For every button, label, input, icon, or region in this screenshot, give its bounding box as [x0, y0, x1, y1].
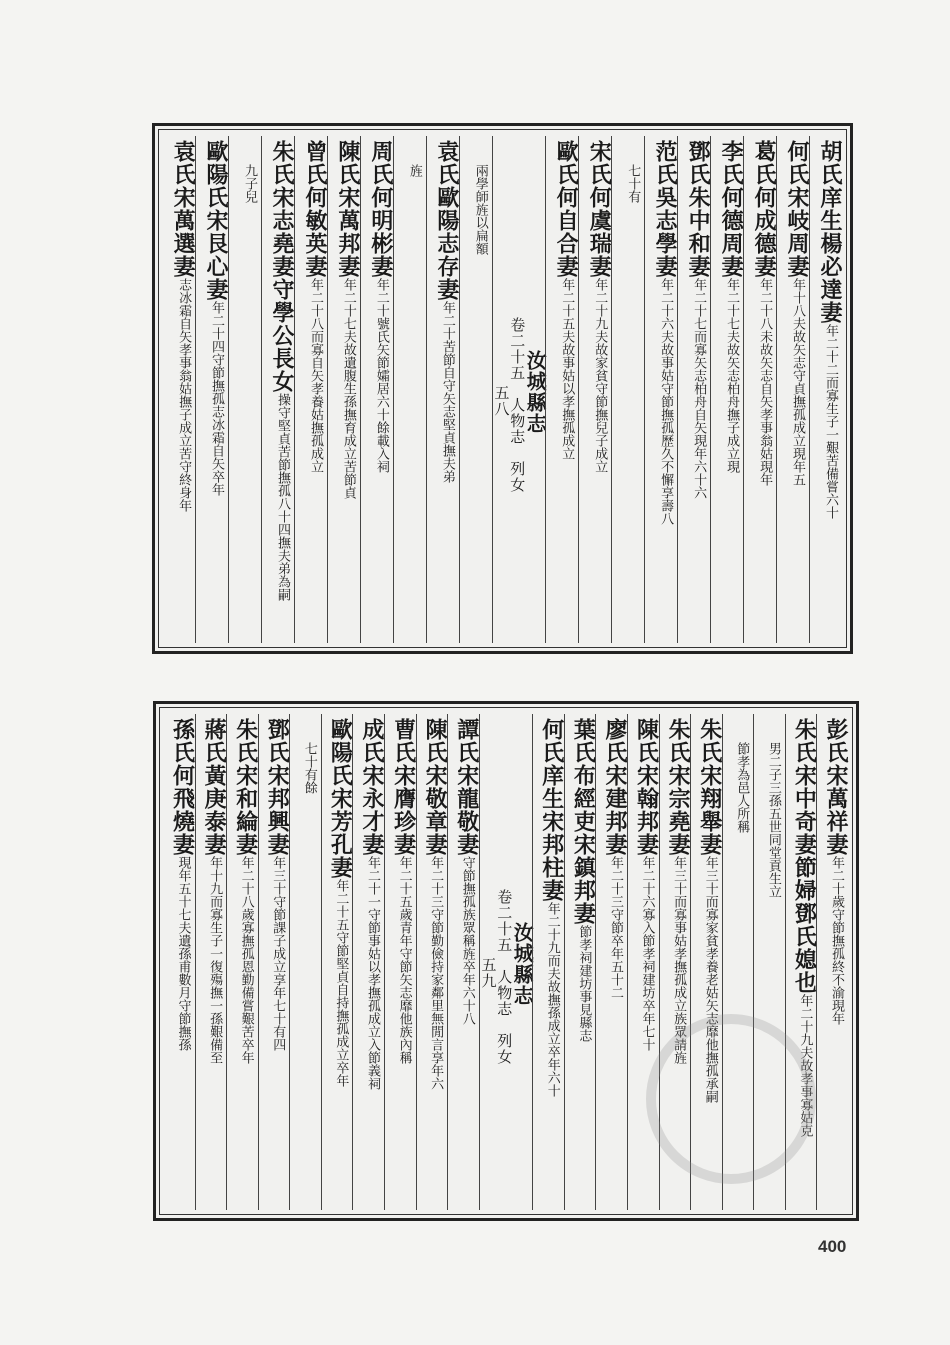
text-column: 何氏宋岐周妻年十八夫故矢志守貞撫孤成立現年五: [776, 136, 809, 643]
page-number: 400: [818, 1237, 847, 1256]
text-column: 朱氏宋志堯妻守學公長女操守堅貞苦節撫孤八十四撫夫弟為嗣: [261, 136, 294, 643]
bottom-page-columns: [164, 714, 848, 1210]
text-column: 陳氏宋萬邦妻年二十七夫故遺腹生孫撫育成立苦節貞: [327, 136, 360, 643]
text-column: 廖氏宋建邦妻年二十三守節卒年五十二: [595, 714, 627, 1210]
text-column: 兩學師旌以扁額: [459, 136, 492, 643]
text-column: 成氏宋永才妻年二十一守節事姑以孝撫孤成立入節義祠: [352, 714, 384, 1210]
text-column: 朱氏宋和綸妻年二十八歲寡撫孤恩勤備嘗艱苦卒年: [226, 714, 258, 1210]
text-column: 葛氏何成德妻年二十八未故矢志自矢孝事翁姑現年: [743, 136, 776, 643]
text-column: 孫氏何飛燒妻現年五十七夫遺孫甫數月守節撫孫: [169, 718, 196, 1051]
text-column: 九子兒: [228, 136, 261, 643]
chapter-heading: 卷二十五 人物志 列女: [508, 316, 527, 493]
text-column: 袁氏歐陽志存妻年二十苦節自守矢志堅貞撫夫弟: [426, 136, 459, 643]
text-column: 朱氏宋翔舉妻年三十而寡家貧孝養老姑矢志靡他撫孤承嗣: [690, 714, 722, 1210]
book-title-column: [479, 714, 533, 1210]
text-column: 彭氏宋萬祥妻年二十歲守節撫孤終不渝現年: [816, 714, 848, 1210]
text-column: 朱氏宋宗堯妻年三十而寡事姑孝撫孤成立族眾請旌: [659, 714, 691, 1210]
book-title-column: [492, 136, 546, 643]
text-column: 鄧氏宋邦興妻年三十守節課子成立享年七十有四: [258, 714, 290, 1210]
text-column: 曾氏何敏英妻年二十八而寡自矢孝養姑撫孤成立: [294, 136, 327, 643]
text-column: 胡氏庠生楊必達妻年二十二而寡生子一艱苦備嘗六十: [809, 136, 842, 643]
text-column: 男二子三孫五世同堂貢生立: [753, 714, 785, 1210]
text-column: 七十有餘: [289, 714, 321, 1210]
text-column: 七十有: [611, 136, 644, 643]
text-column: 陳氏宋翰邦妻年二十六寡入節孝祠建坊卒年七十: [627, 714, 659, 1210]
text-column: 歐陽氏宋芳孔妻年二十五守節堅貞自持撫孤成立卒年: [321, 714, 353, 1210]
text-column: 袁氏宋萬選妻志冰霜自矢孝事翁姑撫子成立苦守終身年: [170, 140, 197, 512]
text-column: 譚氏宋龍敬妻守節撫孤族眾稱旌卒年六十八: [447, 714, 479, 1210]
bottom-book-page: [153, 701, 859, 1221]
text-column: 范氏吳志學妻年二十六夫故事姑守節撫孤歷久不懈享壽八: [644, 136, 677, 643]
text-column: 曹氏宋膺珍妻年二十五歲青年守節矢志靡他族內稱: [384, 714, 416, 1210]
top-page-columns: [163, 136, 842, 643]
text-column: 鄧氏朱中和妻年二十七而寡矢志柏舟自矢現年六十六: [677, 136, 710, 643]
text-column: 宋氏何虞瑞妻年二十九夫故家貧守節撫兒子成立: [578, 136, 611, 643]
text-column: 李氏何德周妻年二十七夫故矢志柏舟撫子成立現: [710, 136, 743, 643]
book-title: 汝城縣志: [523, 349, 548, 434]
text-column: 葉氏布經吏宋鎮邦妻節孝祠建坊事見縣志: [564, 714, 596, 1210]
text-column: 歐氏何自合妻年二十五夫故事姑以孝撫孤成立: [545, 136, 578, 643]
book-title: 汝城縣志: [510, 922, 535, 1006]
text-column: 周氏何明彬妻年二十號氏矢節孀居六十餘載入祠: [360, 136, 393, 643]
text-column: 蔣氏黃庚泰妻年十九而寡生子一復殤撫一孫艱備至: [195, 714, 227, 1210]
text-column: 朱氏宋中奇妻節婦鄧氏媳也年二十九夫故孝事寡姑克: [785, 714, 817, 1210]
text-column: 節孝為邑人所稱: [722, 714, 754, 1210]
folio-number: 五九: [479, 957, 498, 989]
top-book-page: [152, 123, 853, 654]
chapter-heading: 卷二十五 人物志 列女: [495, 889, 514, 1065]
text-column: 何氏庠生宋邦柱妻年二十九而夫故撫孫成立卒年六十: [532, 714, 564, 1210]
text-column: 旌: [393, 136, 426, 643]
text-column: 歐陽氏宋艮心妻年二十四守節撫孤志冰霜自矢卒年: [195, 136, 228, 643]
text-column: 陳氏宋敬章妻年二十三守節勤儉持家鄰里無閒言享年六: [416, 714, 448, 1210]
folio-number: 五八: [492, 384, 511, 417]
